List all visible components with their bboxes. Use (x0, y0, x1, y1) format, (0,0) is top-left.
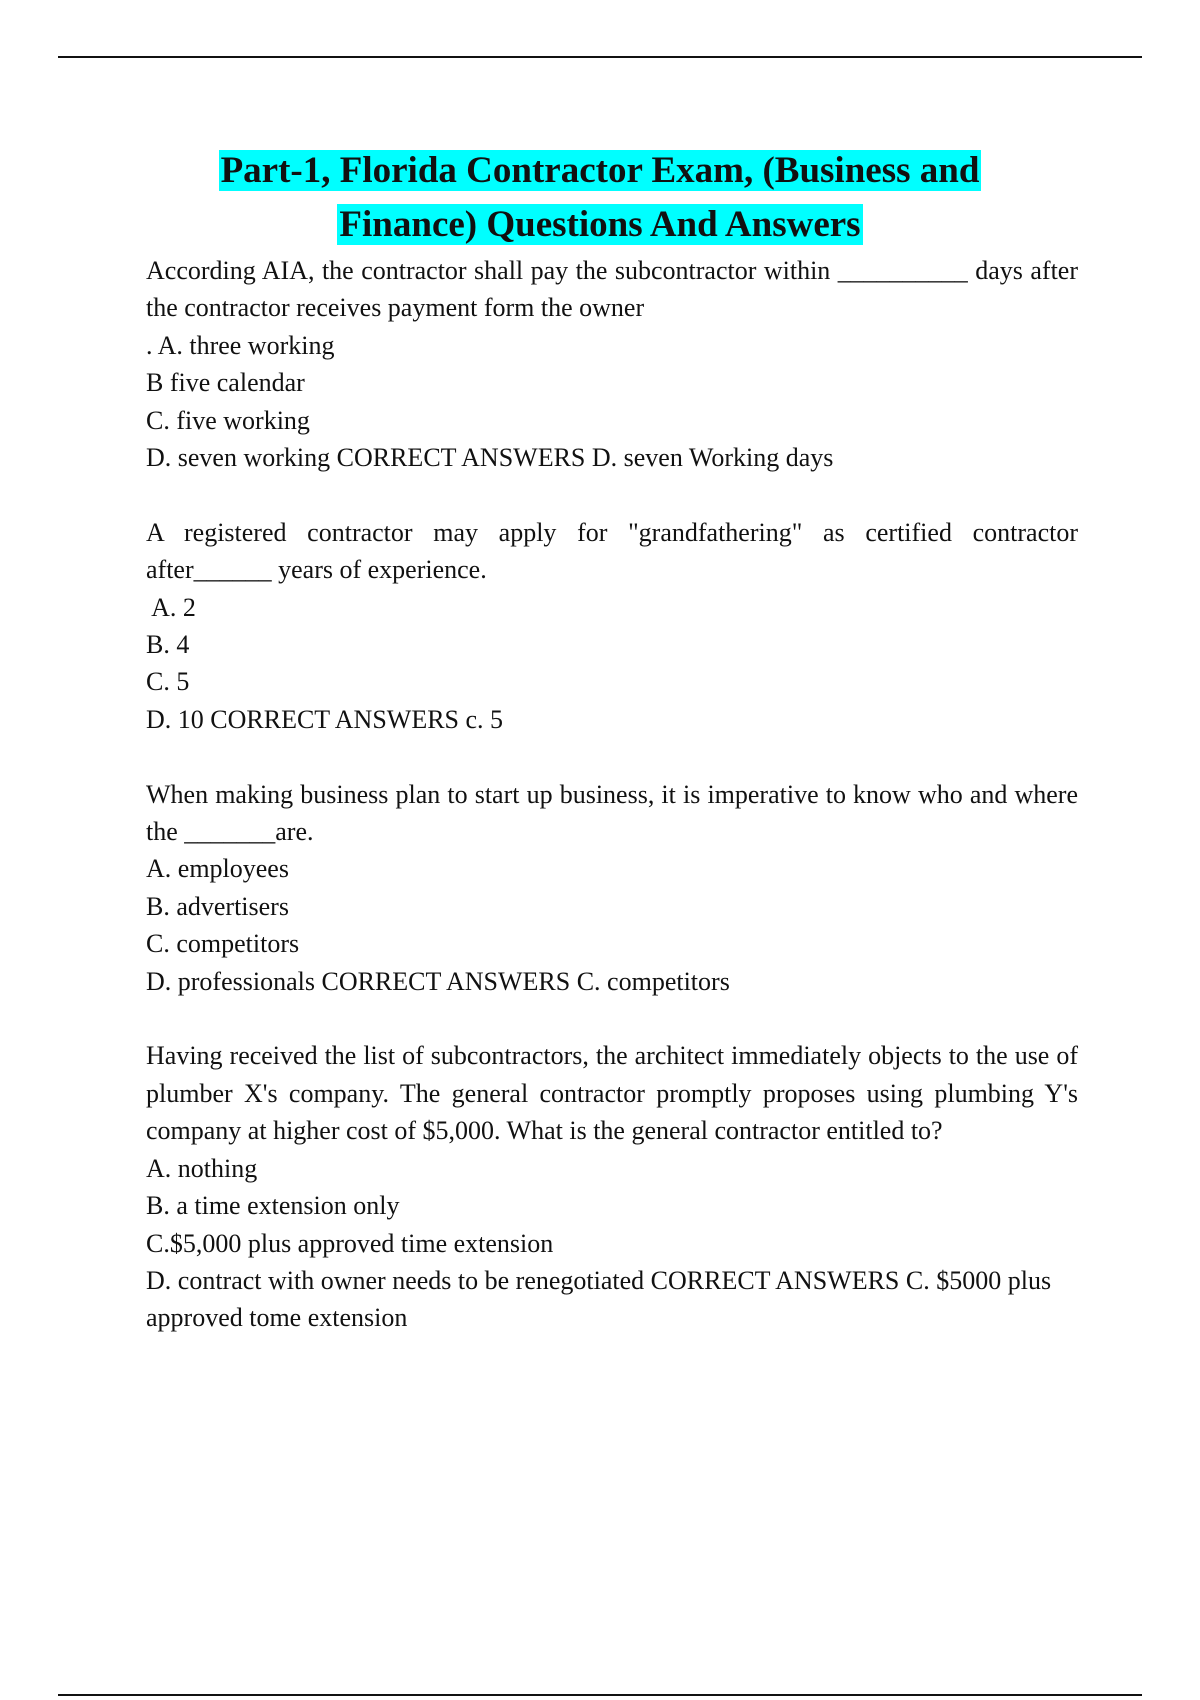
question-4-option-b: B. a time extension only (146, 1191, 400, 1221)
question-1-option-a: . A. three working (146, 330, 335, 360)
question-2-option-c: C. 5 (146, 667, 190, 697)
question-1-option-b: B five calendar (146, 368, 305, 398)
question-2-option-a: A. 2 (146, 592, 196, 622)
title-line-1: Part-1, Florida Contractor Exam, (Business and (220, 150, 980, 191)
top-rule (58, 56, 1142, 58)
title-line-2: Finance) Questions And Answers (339, 204, 861, 245)
question-2 (146, 514, 1078, 738)
question-2-option-b: B. 4 (146, 630, 190, 660)
bottom-rule (58, 1694, 1142, 1696)
question-1-option-d-answer: D. seven working CORRECT ANSWERS D. seven Working days (146, 443, 834, 473)
question-3-option-c: C. competitors (146, 929, 300, 959)
question-2-option-d-answer: D. 10 CORRECT ANSWERS c. 5 (146, 704, 504, 734)
question-4-option-a: A. nothing (146, 1153, 258, 1183)
question-4-text: Having received the list of subcontractors, the architect immediately objects to the use of plumber X's company. The general contractor promptly proposes using plumbing Y's company at higher cost of $5,000. What is the general contractor entitled to? (146, 1041, 1078, 1146)
question-3-option-d-answer: D. professionals CORRECT ANSWERS C. competitors (146, 966, 730, 996)
question-4-option-c: C.$5,000 plus approved time extension (146, 1228, 554, 1258)
question-3-option-a: A. employees (146, 854, 289, 884)
question-1-option-c: C. five working (146, 405, 310, 435)
question-4 (146, 1037, 1078, 1336)
question-list (146, 252, 1078, 1337)
question-3 (146, 776, 1078, 1000)
document-title (0, 144, 1200, 252)
question-3-option-b: B. advertisers (146, 891, 289, 921)
question-1 (146, 252, 1078, 476)
question-2-text: A registered contractor may apply for "grandfathering" as certified contractor after______ years of experience. (146, 517, 1078, 585)
question-3-text: When making business plan to start up business, it is imperative to know who and where the _______are. (146, 779, 1078, 847)
question-1-text: According AIA, the contractor shall pay the subcontractor within __________ days after the contractor receives payment form the owner (146, 256, 1078, 323)
question-4-option-d-answer: D. contract with owner needs to be renegotiated CORRECT ANSWERS C. $5000 plus approved tome extension (146, 1265, 1052, 1333)
